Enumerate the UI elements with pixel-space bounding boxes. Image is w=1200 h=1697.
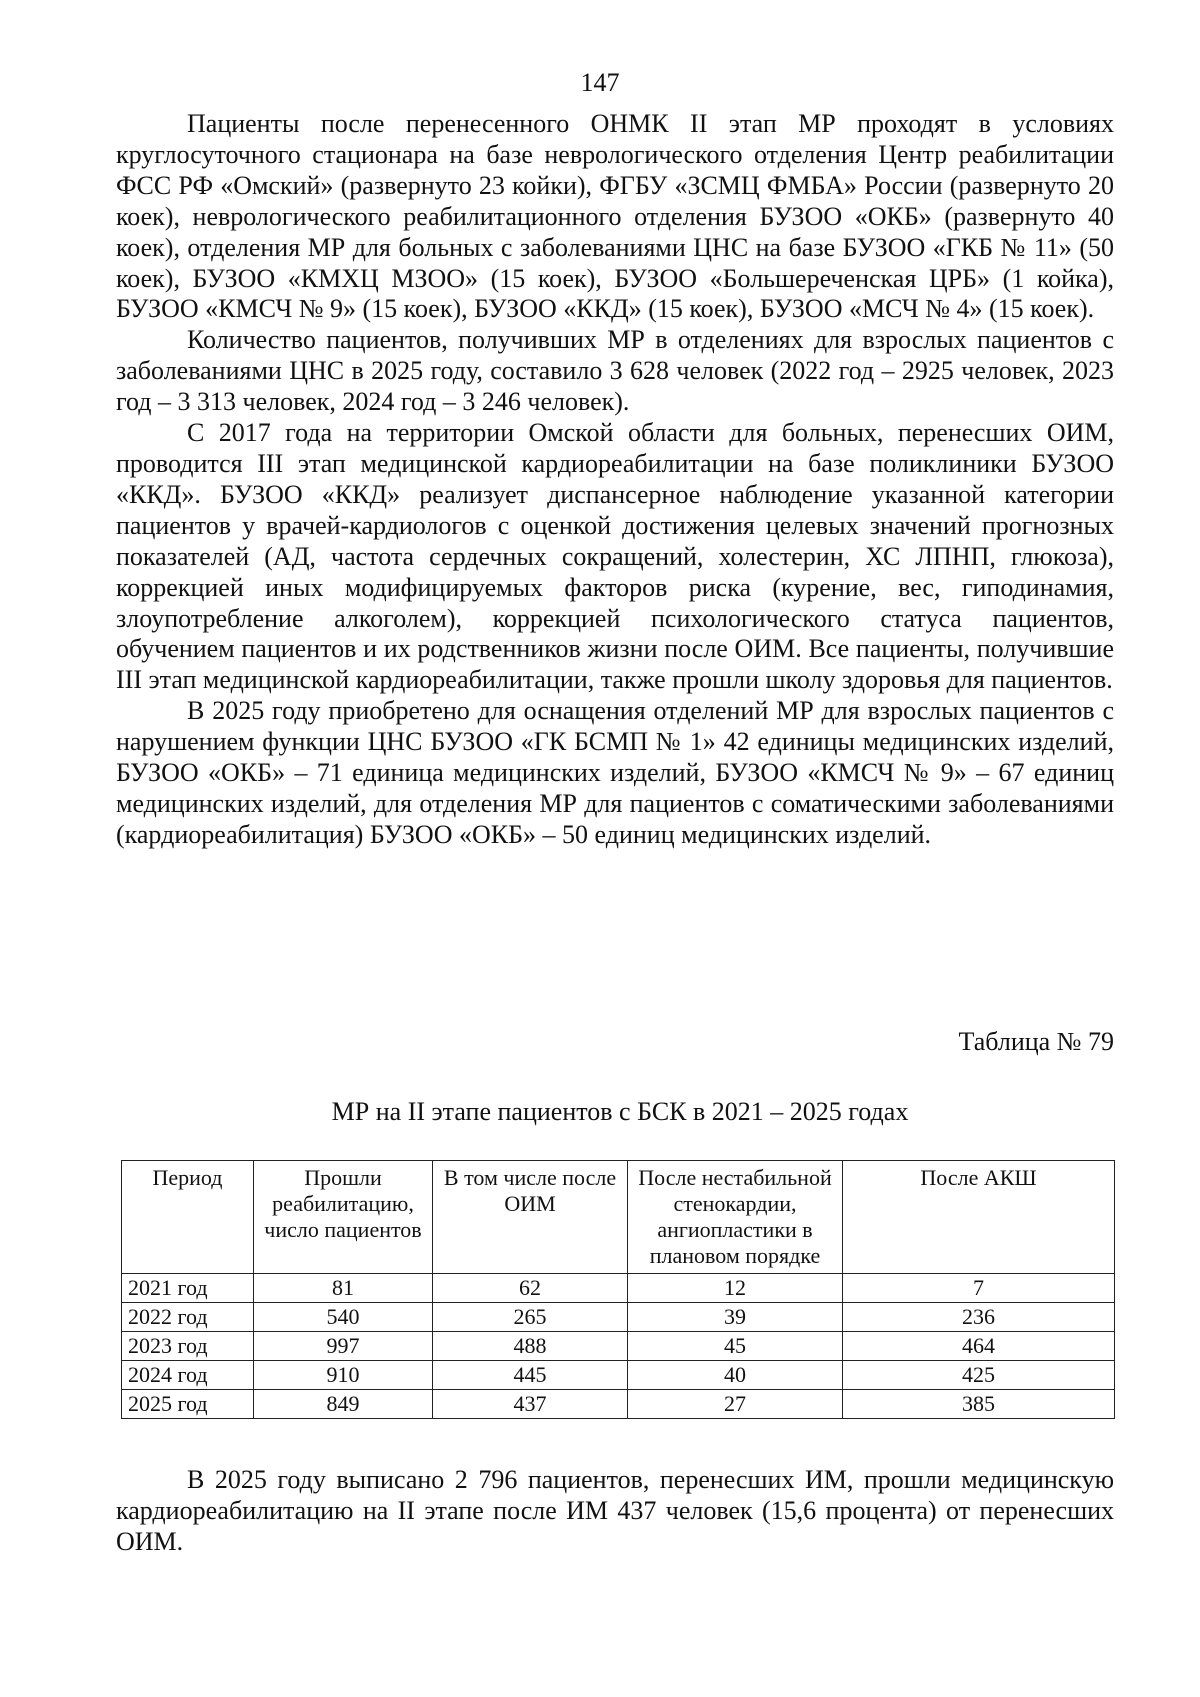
table-cell: 40 bbox=[628, 1361, 843, 1390]
table-row bbox=[122, 1274, 1115, 1303]
table-cell: 81 bbox=[254, 1274, 433, 1303]
table-cell: 385 bbox=[843, 1390, 1115, 1419]
table-cell: 425 bbox=[843, 1361, 1115, 1390]
paragraph: Количество пациентов, получивших МР в отделениях для взрослых пациентов с заболеваниями ЦНС в 2025 году, составило 3 628 человек (2022 год – 2925 человек, 2023 год – 3 313 человек, 2024 год – 3 246 человек). bbox=[116, 325, 1114, 417]
table-cell: 39 bbox=[628, 1303, 843, 1332]
table-cell: 2021 год bbox=[122, 1274, 254, 1303]
header-completed-rehab: Прошли реабилитацию, число пациентов bbox=[254, 1161, 433, 1274]
table-cell: 437 bbox=[433, 1390, 628, 1419]
header-after-cabg: После АКШ bbox=[843, 1161, 1115, 1274]
rehab-table bbox=[121, 1160, 1115, 1419]
table-cell: 236 bbox=[843, 1303, 1115, 1332]
paragraph: Пациенты после перенесенного ОНМК II этап МР проходят в условиях круглосуточного стационара на базе неврологического отделения Центр реабилитации ФСС РФ «Омский» (развернуто 23 койки), ФГБУ «ЗСМЦ ФМБА» России (развернуто 20 коек), неврологического реабилитационного отделения БУЗОО «ОКБ» (развернуто 40 коек), отделения МР для больных с заболеваниями ЦНС на базе БУЗОО «ГКБ № 11» (50 коек), БУЗОО «КМХЦ МЗОО» (15 коек), БУЗОО «Большереченская ЦРБ» (1 койка), БУЗОО «КМСЧ № 9» (15 коек), БУЗОО «ККД» (15 коек), БУЗОО «МСЧ № 4» (15 коек). bbox=[116, 109, 1114, 324]
table-cell: 849 bbox=[254, 1390, 433, 1419]
table-cell: 464 bbox=[843, 1332, 1115, 1361]
table-cell: 2023 год bbox=[122, 1332, 254, 1361]
header-period: Период bbox=[122, 1161, 254, 1274]
table-cell: 45 bbox=[628, 1332, 843, 1361]
table-cell: 2022 год bbox=[122, 1303, 254, 1332]
table-cell: 488 bbox=[433, 1332, 628, 1361]
table-label: Таблица № 79 bbox=[958, 1027, 1114, 1056]
body-text bbox=[116, 109, 1114, 851]
table-cell: 265 bbox=[433, 1303, 628, 1332]
table-cell: 2024 год bbox=[122, 1361, 254, 1390]
header-after-mi: В том числе после ОИМ bbox=[433, 1161, 628, 1274]
table-cell: 27 bbox=[628, 1390, 843, 1419]
table-title: МР на II этапе пациентов с БСК в 2021 – 2025 годах bbox=[331, 1097, 909, 1126]
closing-text bbox=[116, 1465, 1114, 1558]
table-row bbox=[122, 1332, 1115, 1361]
page-number: 147 bbox=[580, 68, 620, 97]
table-header-row bbox=[122, 1161, 1115, 1274]
paragraph: С 2017 года на территории Омской области для больных, перенесших ОИМ, проводится III этап медицинской кардиореабилитации на базе поликлиники БУЗОО «ККД». БУЗОО «ККД» реализует диспансерное наблюдение указанной категории пациентов у врачей-кардиологов с оценкой достижения целевых значений прогнозных показателей (АД, частота сердечных сокращений, холестерин, ХС ЛПНП, глюкоза), коррекцией иных модифицируемых факторов риска (курение, вес, гиподинамия, злоупотребление алкоголем), коррекцией психологического статуса пациентов, обучением пациентов и их родственников жизни после ОИМ. Все пациенты, получившие III этап медицинской кардиореабилитации, также прошли школу здоровья для пациентов. bbox=[116, 418, 1114, 695]
paragraph: В 2025 году приобретено для оснащения отделений МР для взрослых пациентов с нарушением функции ЦНС БУЗОО «ГК БСМП № 1» 42 единицы медицинских изделий, БУЗОО «ОКБ» – 71 единица медицинских изделий, БУЗОО «КМСЧ № 9» – 67 единиц медицинских изделий, для отделения МР для пациентов с соматическими заболеваниями (кардиореабилитация) БУЗОО «ОКБ» – 50 единиц медицинских изделий. bbox=[116, 696, 1114, 849]
table-cell: 2025 год bbox=[122, 1390, 254, 1419]
table-cell: 62 bbox=[433, 1274, 628, 1303]
header-after-unstable-angina: После нестабильной стенокардии, ангиопластики в плановом порядке bbox=[628, 1161, 843, 1274]
paragraph: В 2025 году выписано 2 796 пациентов, перенесших ИМ, прошли медицинскую кардиореабилитацию на II этапе после ИМ 437 человек (15,6 процента) от перенесших ОИМ. bbox=[116, 1465, 1114, 1556]
table-cell: 997 bbox=[254, 1332, 433, 1361]
table-row bbox=[122, 1361, 1115, 1390]
table-cell: 910 bbox=[254, 1361, 433, 1390]
table-cell: 7 bbox=[843, 1274, 1115, 1303]
table-cell: 12 bbox=[628, 1274, 843, 1303]
table-row bbox=[122, 1390, 1115, 1419]
table-cell: 540 bbox=[254, 1303, 433, 1332]
table-row bbox=[122, 1303, 1115, 1332]
table-cell: 445 bbox=[433, 1361, 628, 1390]
